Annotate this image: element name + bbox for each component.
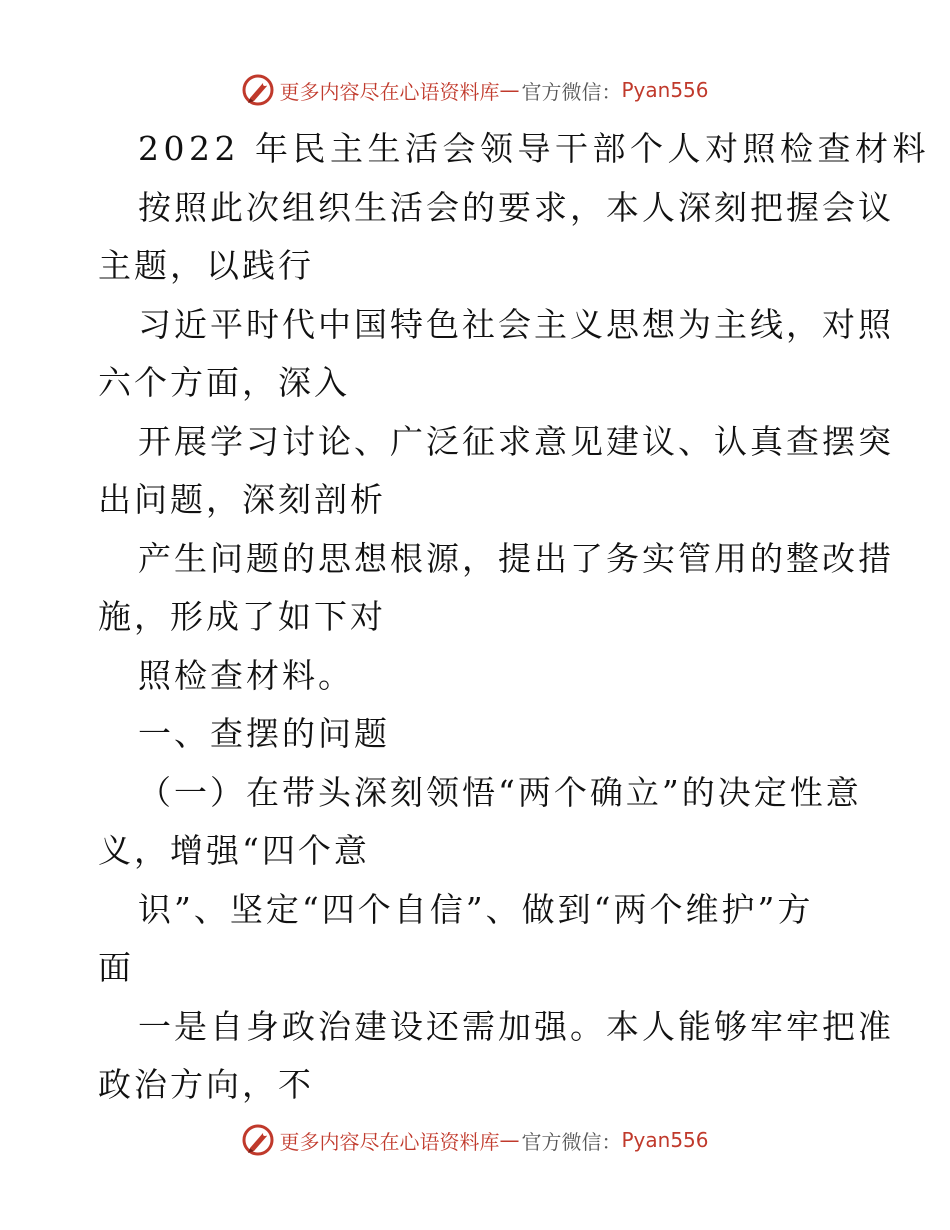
banner-wechat-id: Pyan556 [621, 78, 709, 102]
document-body [98, 120, 930, 1115]
banner-official-label: 官方微信： [521, 79, 622, 104]
paragraph-line: 施，形成了如下对 [98, 597, 386, 636]
banner-dash: — [499, 1128, 520, 1152]
paragraph-line: 出问题，深刻剖析 [98, 480, 386, 519]
subsection-heading: （一）在带头深刻领悟“两个确立”的决定性意 [138, 772, 862, 812]
header-banner [0, 70, 950, 110]
banner-slogan: 更多内容尽在心语资料库 [279, 1129, 500, 1154]
logo-pen-icon [241, 73, 275, 107]
section-heading: 一、查摆的问题 [138, 714, 390, 753]
document-title: 2022 年民主生活会领导干部个人对照检查材料 [138, 129, 930, 168]
paragraph-line: 习近平时代中国特色社会主义思想为主线，对照 [138, 304, 894, 344]
paragraph-line: 面 [98, 948, 134, 987]
paragraph-line: 按照此次组织生活会的要求，本人深刻把握会议 [138, 187, 894, 227]
banner-wechat-id: Pyan556 [621, 1128, 709, 1152]
paragraph-line: 一是自身政治建设还需加强。本人能够牢牢把准 [138, 1006, 894, 1046]
paragraph-line: 识”、坚定“四个自信”、做到“两个维护”方 [138, 889, 814, 929]
banner-dash: — [499, 78, 520, 102]
paragraph-line: 政治方向，不 [98, 1065, 314, 1104]
paragraph-line: 开展学习讨论、广泛征求意见建议、认真查摆突 [138, 421, 894, 461]
paragraph-line: 六个方面，深入 [98, 363, 350, 402]
logo-pen-icon [241, 1123, 275, 1157]
paragraph-line: 义，增强“四个意 [98, 831, 370, 870]
banner-official-label: 官方微信： [521, 1129, 622, 1154]
paragraph-line: 照检查材料。 [138, 655, 354, 695]
footer-banner [0, 1120, 950, 1160]
banner-slogan: 更多内容尽在心语资料库 [279, 79, 500, 104]
paragraph-line: 产生问题的思想根源，提出了务实管用的整改措 [138, 538, 894, 578]
paragraph-line: 主题，以践行 [98, 246, 314, 285]
